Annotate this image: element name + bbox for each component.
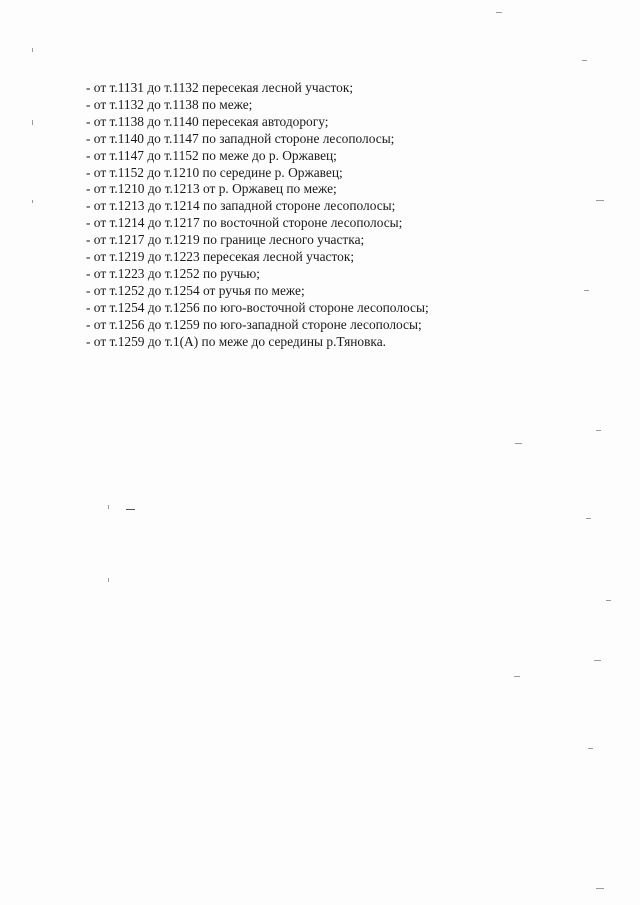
scan-artifact <box>32 200 33 203</box>
scan-artifact <box>586 518 591 519</box>
boundary-segment-line: - от т.1254 до т.1256 по юго-восточной стороне лесополосы; <box>86 299 429 315</box>
scan-artifact <box>515 443 522 444</box>
boundary-segment-list <box>86 80 429 351</box>
boundary-segment-line: - от т.1213 до т.1214 по западной стороне лесополосы; <box>86 198 396 214</box>
boundary-segment-line: - от т.1219 до т.1223 пересекая лесной участок; <box>86 249 355 265</box>
boundary-segment-line: - от т.1256 до т.1259 по юго-западной стороне лесополосы; <box>86 316 422 332</box>
scan-artifact <box>514 676 520 677</box>
scan-artifact <box>32 120 33 125</box>
boundary-segment-line: - от т.1132 до т.1138 по меже; <box>86 96 253 112</box>
scan-artifact <box>588 748 593 749</box>
boundary-segment-line: - от т.1214 до т.1217 по восточной стороне лесополосы; <box>86 215 403 231</box>
scan-artifact <box>108 578 109 582</box>
boundary-segment-line: - от т.1152 до т.1210 по середине р. Оржавец; <box>86 164 343 180</box>
boundary-segment-line: - от т.1252 до т.1254 от ручья по меже; <box>86 282 305 298</box>
scan-artifact <box>126 509 135 510</box>
boundary-segment-line: - от т.1210 до т.1213 от р. Оржавец по меже; <box>86 181 337 197</box>
boundary-segment-line: - от т.1259 до т.1(А) по меже до середины р.Тяновка. <box>86 333 387 349</box>
scan-artifact <box>596 888 604 889</box>
boundary-segment-line: - от т.1217 до т.1219 по границе лесного участка; <box>86 232 365 248</box>
scan-artifact <box>594 660 601 661</box>
boundary-segment-line: - от т.1131 до т.1132 пересекая лесной участок; <box>86 80 354 95</box>
scan-artifact <box>582 60 587 61</box>
boundary-segment-line: - от т.1223 до т.1252 по ручью; <box>86 265 261 281</box>
scan-artifact <box>606 600 611 601</box>
scan-artifact <box>108 505 109 509</box>
boundary-segment-line: - от т.1140 до т.1147 по западной стороне лесополосы; <box>86 130 395 146</box>
scan-artifact <box>596 430 601 431</box>
scan-artifact <box>496 12 502 13</box>
scan-artifact <box>584 290 589 291</box>
boundary-segment-line: - от т.1147 до т.1152 по меже до р. Оржавец; <box>86 147 337 163</box>
boundary-segment-line: - от т.1138 до т.1140 пересекая автодорогу; <box>86 113 329 129</box>
scan-artifact <box>32 48 33 52</box>
scan-artifact <box>596 200 604 201</box>
